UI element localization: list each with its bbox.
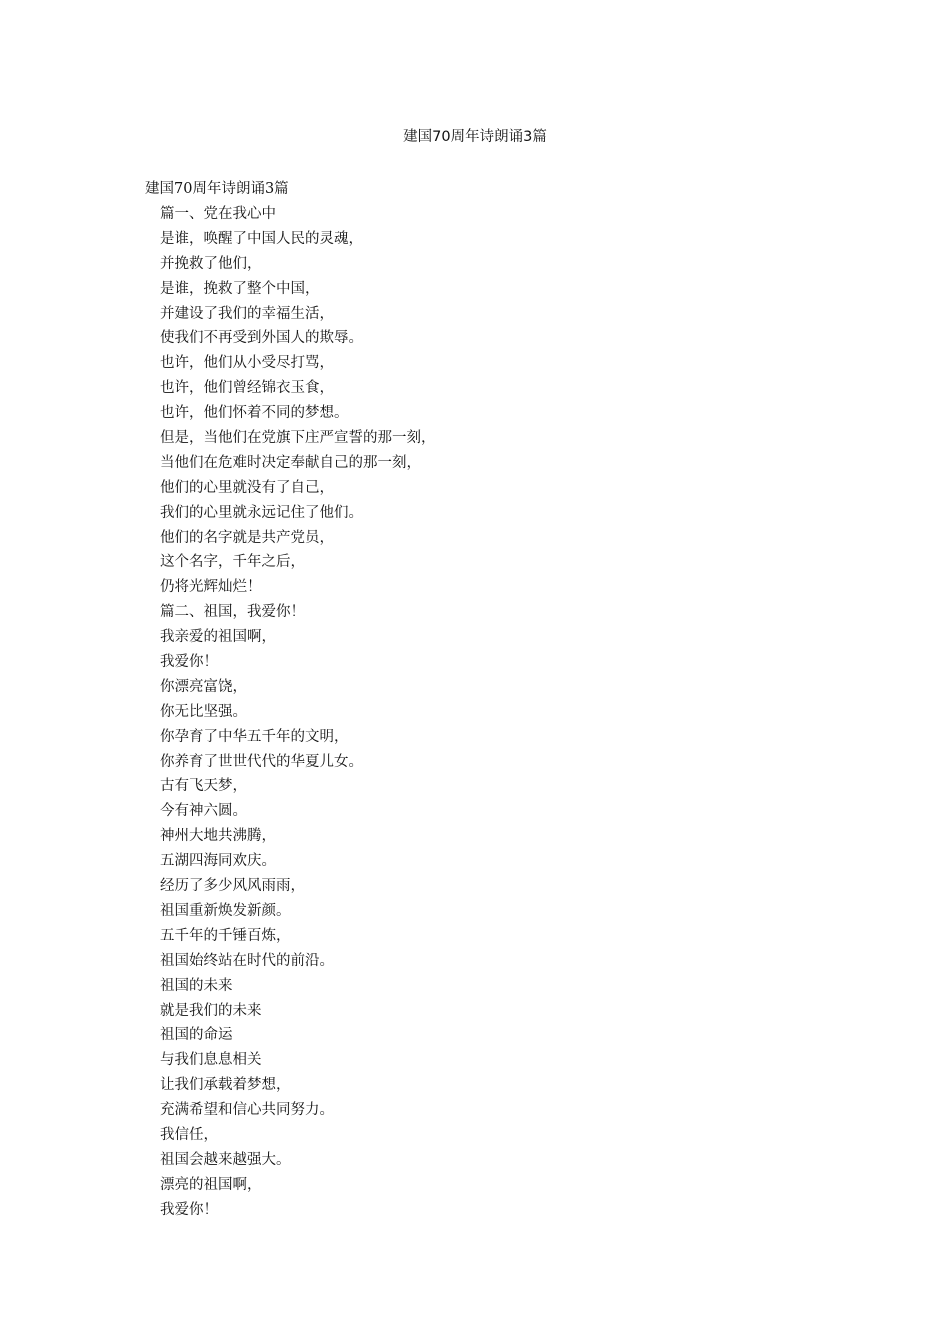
- poem-line: 篇二、祖国，我爱你！: [160, 604, 305, 621]
- poem-line: 我们的心里就永远记住了他们。: [160, 504, 363, 521]
- poem-line: 我爱你！: [160, 654, 218, 671]
- poem-line: 我亲爱的祖国啊，: [160, 629, 276, 646]
- poem-line: 神州大地共沸腾，: [160, 828, 276, 845]
- poem-line: 祖国会越来越强大。: [160, 1151, 291, 1168]
- poem-line: 他们的心里就没有了自己，: [160, 479, 334, 496]
- poem-line: 漂亮的祖国啊，: [160, 1176, 262, 1193]
- poem-line: 今有神六圆。: [160, 803, 247, 820]
- poem-line: 使我们不再受到外国人的欺辱。: [160, 330, 363, 347]
- poem-line: 你无比坚强。: [160, 703, 247, 720]
- poem-line: 祖国始终站在时代的前沿。: [160, 952, 334, 969]
- poem-line: 并挽救了他们，: [160, 255, 262, 272]
- poem-line: 也许，他们曾经锦衣玉食，: [160, 380, 334, 397]
- poem-line: 祖国的命运: [160, 1027, 233, 1044]
- poem-line: 是谁，挽救了整个中国，: [160, 280, 320, 297]
- poem-line: 我爱你！: [160, 1201, 218, 1218]
- poem-line: 你孕育了中华五千年的文明，: [160, 728, 349, 745]
- poem-line: 但是，当他们在党旗下庄严宣誓的那一刻，: [160, 430, 436, 447]
- poem-line: 并建设了我们的幸福生活，: [160, 305, 334, 322]
- poem-line: 让我们承载着梦想，: [160, 1077, 291, 1094]
- page-header-title: 建国70周年诗朗诵3篇: [403, 129, 547, 145]
- poem-line: 五湖四海同欢庆。: [160, 853, 276, 870]
- document-title: 建国70周年诗朗诵3篇: [145, 181, 289, 197]
- poem-line: 他们的名字就是共产党员，: [160, 529, 334, 546]
- poem-line: 你漂亮富饶，: [160, 678, 247, 695]
- poem-line: 这个名字，千年之后，: [160, 554, 305, 571]
- poem-line: 就是我们的未来: [160, 1002, 262, 1019]
- poem-line: 我信任，: [160, 1126, 218, 1143]
- poem-line: 经历了多少风风雨雨，: [160, 878, 305, 895]
- poem-line: 充满希望和信心共同努力。: [160, 1102, 334, 1119]
- poem-line: 也许，他们从小受尽打骂，: [160, 355, 334, 372]
- poem-line: 与我们息息相关: [160, 1052, 262, 1069]
- poem-line: 祖国重新焕发新颜。: [160, 902, 291, 919]
- poem-line: 当他们在危难时决定奉献自己的那一刻，: [160, 454, 421, 471]
- poem-line: 篇一、党在我心中: [160, 206, 276, 222]
- poem-body: [160, 203, 436, 1224]
- poem-line: 仍将光辉灿烂！: [160, 579, 262, 596]
- poem-line: 你养育了世世代代的华夏儿女。: [160, 753, 363, 770]
- poem-line: 是谁，唤醒了中国人民的灵魂，: [160, 230, 363, 247]
- poem-line: 祖国的未来: [160, 977, 233, 994]
- poem-line: 古有飞天梦，: [160, 778, 247, 795]
- poem-line: 也许，他们怀着不同的梦想。: [160, 405, 349, 422]
- poem-line: 五千年的千锤百炼，: [160, 927, 291, 944]
